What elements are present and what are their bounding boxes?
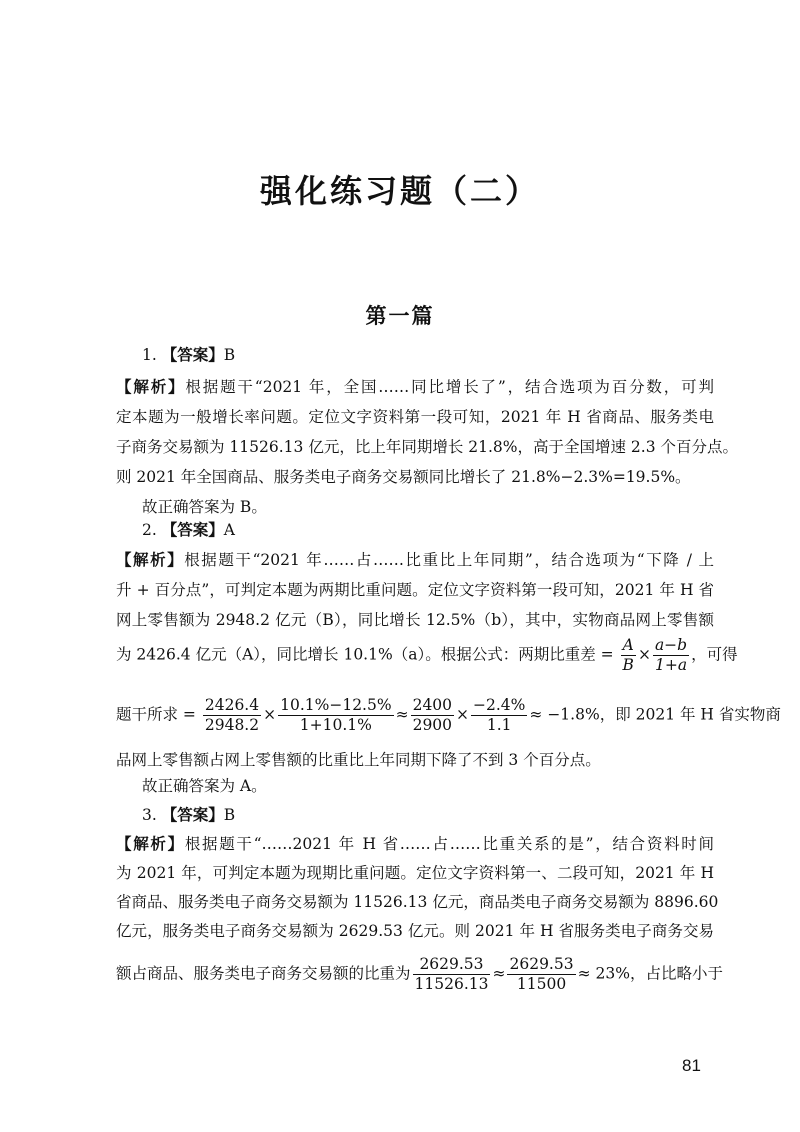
formula-b-frac-2: $\frac{10.1\%-12.5\%}{1+10.1\%}$ <box>280 696 392 734</box>
formula-a-frac-1: $\frac{A}{B}$ <box>622 636 634 674</box>
q2-answer-line: 2. 【答案】A <box>142 521 235 539</box>
page-number: 81 <box>682 1056 701 1075</box>
q3-analysis-line-1: 【解析】根据题干“……2021 年 H 省……占……比重关系的是”，结合资料时间 <box>116 835 714 853</box>
q3-analysis-line-5: 额占商品、服务类电子商务交易额的比重为 $\frac{2629.53}{11526.13}$ ≈ $\frac{2629.53}{11500}$ ≈ 23%，占比略小于 <box>116 955 723 993</box>
q2-analysis-line-5: 题干所求 = $\frac{2426.4}{2948.2}$ × $\frac{10.1\%-12.5\%}{1+10.1\%}$ ≈ $\frac{2400}{2900}$ × $\frac{-2.4\%}{1.1}$ ≈ −1.8%，即 2021 年 H 省实物商 <box>116 696 781 734</box>
formula-c-frac-1: $\frac{2629.53}{11526.13}$ <box>414 955 489 993</box>
formula-a-frac-2: $\frac{a-b}{1+a}$ <box>654 636 688 674</box>
q2-analysis-line-6: 品网上零售额占网上零售额的比重比上年同期下降了不到 3 个百分点。 <box>116 751 601 769</box>
q2-conclusion: 故正确答案为 A。 <box>142 777 267 795</box>
formula-c-frac-2: $\frac{2629.53}{11500}$ <box>509 955 574 993</box>
q1-analysis-line-1: 【解析】根据题干“2021 年，全国……同比增长了”，结合选项为百分数，可判 <box>116 378 714 396</box>
section-title: 第一篇 <box>365 304 435 328</box>
q2-analysis-line-3: 网上零售额为 2948.2 亿元（B），同比增长 12.5%（b），其中，实物商品网上零售额 <box>116 611 714 629</box>
q1-analysis-line-4: 则 2021 年全国商品、服务类电子商务交易额同比增长了 21.8%−2.3%=19.5%。 <box>116 468 691 486</box>
q2-analysis-line-2: 升 + 百分点”，可判定本题为两期比重问题。定位文字资料第一段可知，2021 年 H 省 <box>116 581 714 599</box>
formula-b-frac-1: $\frac{2426.4}{2948.2}$ <box>204 696 260 734</box>
q1-conclusion: 故正确答案为 B。 <box>142 498 267 516</box>
page-title: 强化练习题（二） <box>259 172 540 210</box>
q2-analysis-line-1: 【解析】根据题干“2021 年……占……比重比上年同期”，结合选项为“下降 / 上 <box>116 551 714 569</box>
q1-analysis-line-2: 定本题为一般增长率问题。定位文字资料第一段可知，2021 年 H 省商品、服务类电 <box>116 408 714 426</box>
q3-analysis-line-3: 省商品、服务类电子商务交易额为 11526.13 亿元，商品类电子商务交易额为 8896.60 <box>116 893 719 911</box>
q3-analysis-line-4: 亿元，服务类电子商务交易额为 2629.53 亿元。则 2021 年 H 省服务类电子商务交易 <box>116 922 714 940</box>
formula-b-frac-4: $\frac{-2.4\%}{1.1}$ <box>473 696 526 734</box>
q1-analysis-line-3: 子商务交易额为 11526.13 亿元，比上年同期增长 21.8%，高于全国增速 2.3 个百分点。 <box>116 438 738 456</box>
q3-answer-line: 3. 【答案】B <box>142 806 236 824</box>
q3-analysis-line-2: 为 2021 年，可判定本题为现期比重问题。定位文字资料第一、二段可知，2021 年 H <box>116 864 714 882</box>
q2-analysis-line-4: 为 2426.4 亿元（A），同比增长 10.1%（a）。根据公式：两期比重差 = $\frac{A}{B}$ × $\frac{a-b}{1+a}$ ，可得 <box>116 636 738 674</box>
formula-b-frac-3: $\frac{2400}{2900}$ <box>412 696 453 734</box>
q1-answer-line: 1. 【答案】B <box>142 346 236 364</box>
